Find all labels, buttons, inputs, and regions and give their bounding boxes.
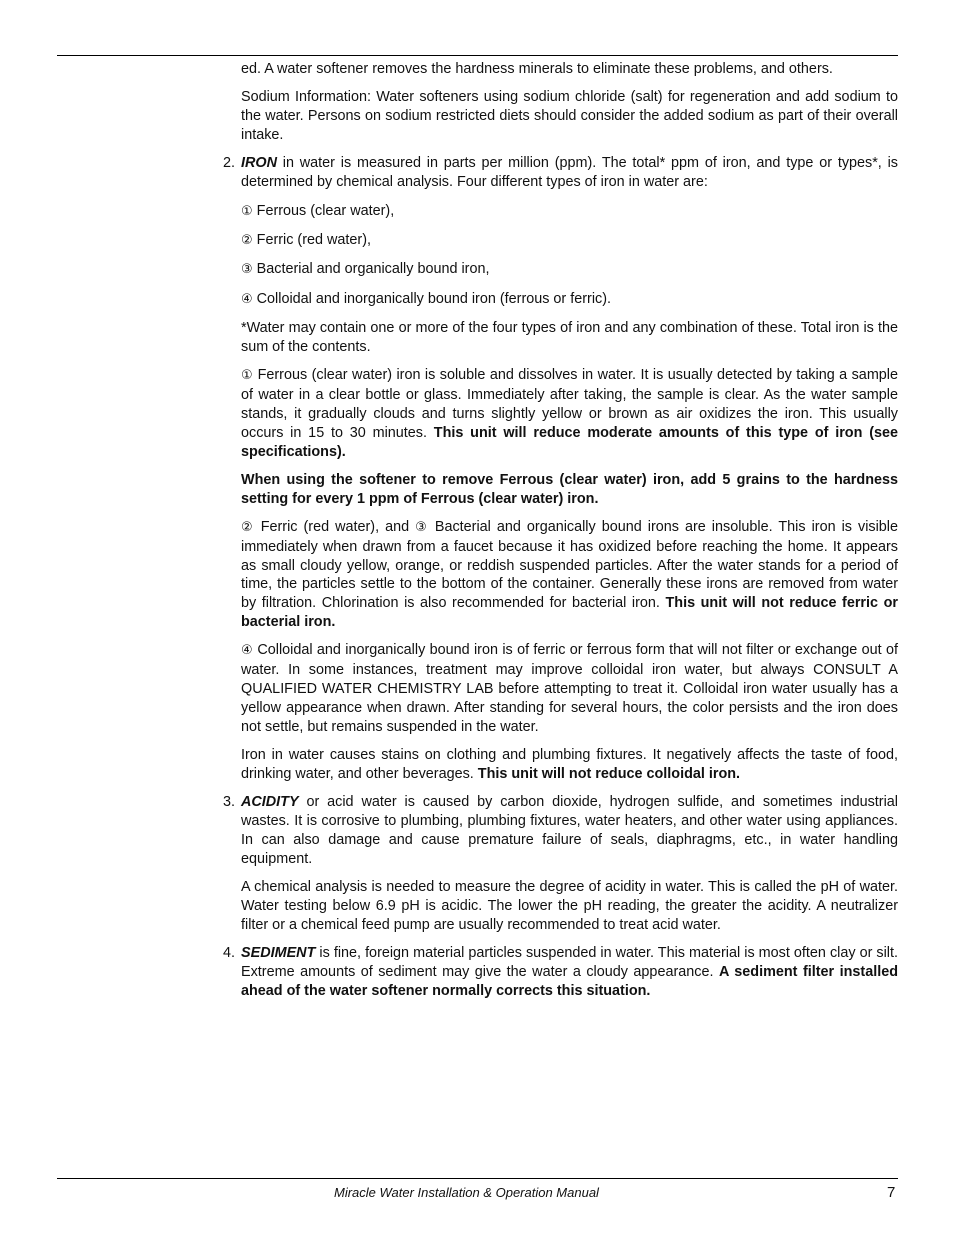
ph-paragraph: A chemical analysis is needed to measure the degree of acidity in water. This is called the pH of water. Water testing below 6.9 pH is acidic. The lower the pH reading, the greater the acidity. A neutralizer filter or a chemical feed pump are usually recommended to treat acid water. [241, 879, 898, 933]
circled-number-4: ④ [241, 643, 254, 659]
sediment-bold-text: A sediment filter installed ahead of the water softener normally corrects this situation. [241, 963, 898, 999]
stains-bold-text: This unit will not reduce colloidal iron. [477, 765, 741, 782]
ferrous-note-paragraph [241, 471, 898, 509]
list-item-sediment [223, 944, 898, 1000]
list-item-acidity [223, 793, 898, 934]
iron-type-3 [241, 260, 898, 280]
list-number: 3. [223, 794, 236, 811]
circled-number-3: ③ [415, 520, 429, 536]
stains-text: Iron in water causes stains on clothing and plumbing fixtures. It negatively affects the taste of food, drinking water, and other beverages. [241, 747, 898, 782]
ferrous-text: Ferrous (clear water) iron is soluble and dissolves in water. It is usually detected by taking a sample of water in a clear bottle or glass. Immediately after taking, the sample is clear. As the water sample stands, it gradually clouds and turns slightly yellow or brown as air oxidizes the iron. This usually occurs in 15 to 30 minutes. [241, 367, 899, 441]
section-title-iron: IRON [241, 155, 277, 172]
footer-rule [57, 1178, 898, 1179]
iron-type-4 [241, 290, 898, 310]
ferric-bold-text: This unit will not reduce ferric or bacterial iron. [241, 595, 898, 631]
sediment-paragraph [241, 944, 898, 1000]
footer-manual-title: Miracle Water Installation & Operation Manual [334, 1185, 599, 1200]
iron-type-label: Bacterial and organically bound iron, [252, 261, 490, 278]
colloidal-paragraph [241, 641, 898, 736]
iron-type-1 [241, 202, 898, 222]
circled-number-2: ② [241, 520, 255, 536]
header-rule [57, 55, 898, 56]
section-title-acidity: ACIDITY [241, 794, 299, 811]
list-number: 4. [223, 944, 236, 961]
list-number: 2. [223, 155, 236, 172]
colloidal-text: Colloidal and inorganically bound iron is of ferric or ferrous form that will not filter or exchange out of water. In some instances, treatment may improve colloidal iron water, but always CONSULT A QUALIFIED WATER CHEMISTRY LAB before attempting to treat it. Colloidal iron water usually has a yellow appearance when drawn. After standing for several hours, the color persists and the iron does not settle, but remains suspended in the water. [241, 642, 898, 735]
paragraph-continuation: ed. A water softener removes the hardness minerals to eliminate these problems, and others. [241, 61, 833, 77]
iron-intro [241, 154, 898, 192]
iron-type-2 [241, 231, 898, 251]
iron-note: *Water may contain one or more of the four types of iron and any combination of these. Total iron is the sum of the contents. [241, 320, 898, 355]
circled-number-1: ① [241, 203, 253, 219]
acidity-text: or acid water is caused by carbon dioxide, hydrogen sulfide, and sometimes industrial wastes. It is corrosive to plumbing, plumbing fixtures, water heaters, and other water using appliances. In can also damage and cause premature failure of seals, diaphragms, etc., in water handling equipment. [241, 794, 898, 867]
iron-type-label: Ferric (red water), [252, 231, 371, 248]
circled-number-4: ④ [241, 291, 253, 307]
section-title-sediment: SEDIMENT [241, 944, 316, 961]
page-content [223, 60, 899, 1010]
ferrous-bold-text: This unit will reduce moderate amounts of this type of iron (see specifications). [241, 424, 898, 460]
ferric-mid-text: Ferric (red water), and [254, 519, 416, 536]
iron-intro-text: in water is measured in parts per million (ppm). The total* ppm of iron, and type or types*, is determined by chemical analysis. Four different types of iron in water are: [241, 155, 898, 191]
ferrous-note-bold: When using the softener to remove Ferrous (clear water) iron, add 5 grains to the hardness setting for every 1 ppm of Ferrous (clear water) iron. [241, 471, 898, 507]
ferric-text: Bacterial and organically bound irons are insoluble. This iron is visible immediately when drawn from a faucet because it has oxidized before reaching the home. It appears as small cloudy yellow, orange, or reddish suspended particles. After the water stands for a period of time, the particles settle to the bottom of the container. Generally these irons are removed from water by filtration. Chlorination is also recommended for bacterial iron. [241, 519, 899, 612]
iron-type-label: Ferrous (clear water), [252, 202, 395, 219]
sediment-text: is fine, foreign material particles suspended in water. This material is most often clay or silt. Extreme amounts of sediment may give the water a cloudy appearance. [241, 944, 898, 980]
ferric-paragraph [241, 518, 898, 632]
acidity-paragraph [241, 793, 898, 868]
page-number: 7 [887, 1184, 896, 1201]
paragraph-sodium-info: Sodium Information: Water softeners using sodium chloride (salt) for regeneration and add sodium to the water. Persons on sodium restricted diets should consider the added sodium as part of their overall intake. [241, 89, 898, 143]
stains-paragraph [241, 746, 898, 784]
circled-number-2: ② [241, 232, 253, 248]
ferrous-paragraph [241, 366, 898, 461]
iron-type-label: Colloidal and inorganically bound iron (ferrous or ferric). [252, 290, 611, 307]
circled-number-3: ③ [241, 262, 253, 278]
circled-number-1: ① [241, 368, 254, 384]
list-item-iron [223, 154, 899, 783]
